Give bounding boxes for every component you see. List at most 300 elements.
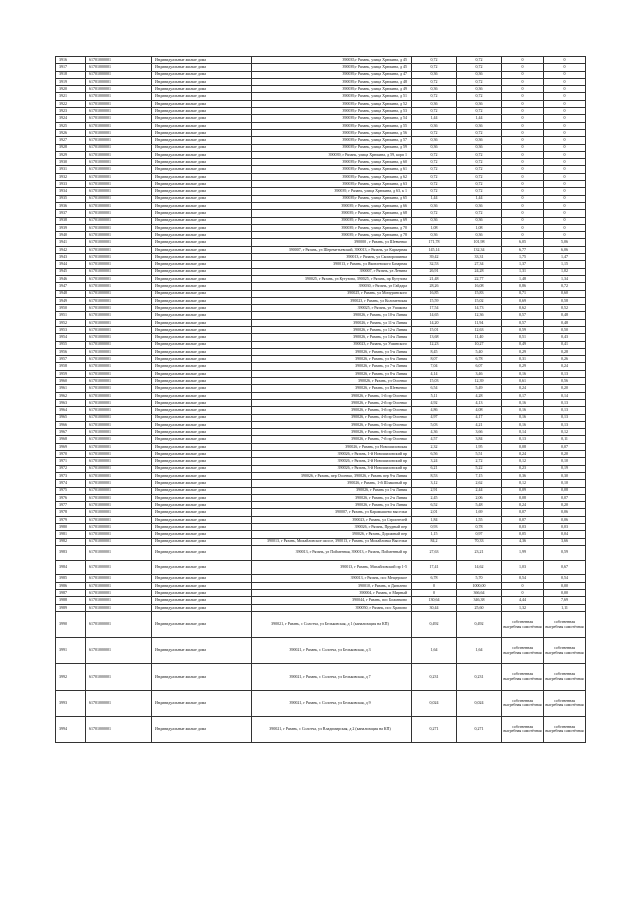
value-a-cell: 15,01 [412,326,457,333]
value-d-cell: 1,47 [544,254,586,261]
value-b-cell: 10,27 [457,341,502,348]
address-cell: 390021, г Рязань, с Солотча, ул Бельковская, д 7 [252,664,412,690]
object-type-cell: Индивидуальные жилые дома [152,597,252,604]
row-number-cell: 3976 [56,494,86,501]
value-b-cell: 1000,00 [457,582,502,589]
oktmo-cell: 61701000001 [86,716,152,742]
value-c-cell: 0 [502,202,544,209]
value-b-cell: 14,62 [457,560,502,575]
value-a-cell: 6,21 [412,465,457,472]
address-cell: 390021, г Рязань, с Солотча, ул Бельковская, д 9 [252,690,412,716]
value-c-cell: 0 [502,181,544,188]
oktmo-cell: 61701000001 [86,545,152,560]
value-a-cell: 3,24 [412,458,457,465]
oktmo-cell: 61701000001 [86,590,152,597]
value-c-cell: 0,29 [502,348,544,355]
value-b-cell: 0,36 [457,122,502,129]
value-a-cell: 6,56 [412,451,457,458]
table-row [56,370,586,377]
value-c-cell: 0 [502,108,544,115]
row-number-cell: 3947 [56,283,86,290]
oktmo-cell: 61701000001 [86,480,152,487]
value-a-cell: 1,64 [412,638,457,664]
oktmo-cell: 61701000001 [86,283,152,290]
value-b-cell: 2,62 [457,480,502,487]
address-cell: 390026, г Рязань, 1-й пр Осоенко [252,392,412,399]
value-a-cell: 2,32 [412,443,457,450]
value-d-cell: 0 [544,151,586,158]
oktmo-cell: 61701000001 [86,86,152,93]
value-c-cell: 0,62 [502,305,544,312]
table-row [56,195,586,202]
object-type-cell: Индивидуальные жилые дома [152,57,252,64]
value-b-cell: 4,28 [457,392,502,399]
value-c-cell: 4,36 [502,538,544,545]
object-type-cell: Индивидуальные жилые дома [152,399,252,406]
table-row [56,71,586,78]
object-type-cell: Индивидуальные жилые дома [152,64,252,71]
value-c-cell: 0,07 [502,516,544,523]
object-type-cell: Индивидуальные жилые дома [152,502,252,509]
value-d-cell: 0,13 [544,370,586,377]
object-type-cell: Индивидуальные жилые дома [152,472,252,479]
oktmo-cell: 61701000001 [86,64,152,71]
object-type-cell: Индивидуальные жилые дома [152,326,252,333]
value-b-cell: 2,44 [457,487,502,494]
value-d-cell: 0,20 [544,385,586,392]
object-type-cell: Индивидуальные жилые дома [152,210,252,217]
value-c-cell: 0 [502,115,544,122]
row-number-cell: 3983 [56,545,86,560]
value-b-cell: 3,66 [457,429,502,436]
oktmo-cell: 61701000001 [86,560,152,575]
value-b-cell: 0,72 [457,57,502,64]
value-d-cell: 0,07 [544,443,586,450]
value-d-cell: 0,00 [544,582,586,589]
object-type-cell: Индивидуальные жилые дома [152,414,252,421]
value-c-cell: 0 [502,144,544,151]
value-b-cell: 16,08 [457,283,502,290]
address-cell: 390021, г Рязань, с Солотча, ул Владимирская, д 2 (канализация на КП) [252,716,412,742]
value-b-cell: 0,78 [457,524,502,531]
value-b-cell: 70,33 [457,538,502,545]
value-c-cell: 0,86 [502,283,544,290]
oktmo-cell: 61701000001 [86,246,152,253]
object-type-cell: Индивидуальные жилые дома [152,319,252,326]
value-c-cell: 0,49 [502,341,544,348]
object-type-cell: Индивидуальные жилые дома [152,334,252,341]
value-b-cell: 0,36 [457,232,502,239]
object-type-cell: Индивидуальные жилые дома [152,129,252,136]
table-row [56,414,586,421]
oktmo-cell: 61701000001 [86,356,152,363]
oktmo-cell: 61701000001 [86,524,152,531]
row-number-cell: 3946 [56,275,86,282]
table-row [56,443,586,450]
address-cell: 390039, г Рязань, улица Хрюкина, д 63, к 1 [252,188,412,195]
oktmo-cell: 61701000001 [86,421,152,428]
address-cell: 390026, г Рязань, ул 7-я Линия [252,363,412,370]
oktmo-cell: 61701000001 [86,604,152,611]
row-number-cell: 3949 [56,297,86,304]
value-c-cell: 0,69 [502,297,544,304]
value-a-cell: 0,271 [412,716,457,742]
table-row [56,305,586,312]
value-d-cell: 0,13 [544,399,586,406]
oktmo-cell: 61701000001 [86,312,152,319]
oktmo-cell: 61701000001 [86,122,152,129]
value-b-cell: 0,36 [457,217,502,224]
value-d-cell: 0,24 [544,363,586,370]
address-cell: 390039, г Рязань, улица Хрюкина, д 59, корп 1 [252,151,412,158]
row-number-cell: 3941 [56,239,86,246]
row-number-cell: 3952 [56,319,86,326]
value-d-cell: 0,03 [544,524,586,531]
table-row [56,239,586,246]
value-a-cell: 4,14 [412,370,457,377]
value-b-cell: 15,83 [457,290,502,297]
oktmo-cell: 61701000001 [86,326,152,333]
object-type-cell: Индивидуальные жилые дома [152,560,252,575]
value-d-cell: 0,13 [544,414,586,421]
value-d-cell: 0,60 [544,290,586,297]
row-number-cell: 3994 [56,716,86,742]
object-type-cell: Индивидуальные жилые дома [152,254,252,261]
value-c-cell: 1,31 [502,268,544,275]
value-b-cell: 0,72 [457,188,502,195]
table-row [56,202,586,209]
value-d-cell: 0,06 [544,509,586,516]
row-number-cell: 3931 [56,166,86,173]
value-b-cell: 23,21 [457,545,502,560]
value-d-cell: 0 [544,64,586,71]
value-a-cell: 84,2 [412,538,457,545]
row-number-cell: 3987 [56,590,86,597]
value-a-cell: 12,23 [412,341,457,348]
value-c-cell: 0 [502,173,544,180]
row-number-cell: 3970 [56,451,86,458]
table-row [56,429,586,436]
value-d-cell: 0,50 [544,326,586,333]
value-a-cell: 0,72 [412,57,457,64]
value-a-cell: 0,36 [412,144,457,151]
oktmo-cell: 61701000001 [86,210,152,217]
value-b-cell: 0,72 [457,166,502,173]
row-number-cell: 3962 [56,392,86,399]
address-cell: 390039,г Рязань, улица Хрюкина, д 49 [252,86,412,93]
value-b-cell: 366,64 [457,590,502,597]
document-page [55,56,585,743]
object-type-cell: Индивидуальные жилые дома [152,509,252,516]
value-c-cell: 0,16 [502,399,544,406]
address-cell: 390039, г Рязань, улица Хрюкина, д 66 [252,202,412,209]
value-c-cell: 0,23 [502,465,544,472]
value-d-cell: 0,10 [544,480,586,487]
object-type-cell: Индивидуальные жилые дома [152,378,252,385]
value-b-cell: 132,34 [457,246,502,253]
value-d-cell: 0 [544,115,586,122]
value-a-cell: 130,64 [412,597,457,604]
value-d-cell: собственная выгребная самотёчная [544,638,586,664]
value-d-cell: 0 [544,217,586,224]
row-number-cell: 3988 [56,597,86,604]
value-a-cell: 8,53 [412,472,457,479]
value-d-cell: 0,43 [544,334,586,341]
address-cell: 390039, г Рязань, улица Хрюкина, д 78 [252,232,412,239]
table-row [56,275,586,282]
value-d-cell: 0 [544,232,586,239]
value-d-cell: 0,12 [544,429,586,436]
value-b-cell: 0,97 [457,531,502,538]
value-a-cell: 39,42 [412,254,457,261]
table-row [56,268,586,275]
value-b-cell: 3,46 [457,370,502,377]
value-d-cell: 0,00 [544,590,586,597]
object-type-cell: Индивидуальные жилые дома [152,690,252,716]
table-row [56,575,586,582]
value-d-cell: 1,34 [544,275,586,282]
row-number-cell: 3945 [56,268,86,275]
object-type-cell: Индивидуальные жилые дома [152,429,252,436]
value-a-cell: 145,14 [412,246,457,253]
row-number-cell: 3993 [56,690,86,716]
table-row [56,392,586,399]
value-d-cell: 0,14 [544,392,586,399]
value-d-cell: 0 [544,210,586,217]
value-d-cell: 0,08 [544,487,586,494]
row-number-cell: 3948 [56,290,86,297]
row-number-cell: 3979 [56,516,86,523]
value-d-cell: 7,69 [544,597,586,604]
value-d-cell: 0,41 [544,341,586,348]
row-number-cell: 3927 [56,137,86,144]
value-c-cell: 0,24 [502,451,544,458]
oktmo-cell: 61701000001 [86,531,152,538]
table-row [56,582,586,589]
address-cell: 390004, г Рязань, п Мирный [252,590,412,597]
object-type-cell: Индивидуальные жилые дома [152,100,252,107]
table-row [56,254,586,261]
value-d-cell: 0 [544,188,586,195]
oktmo-cell: 61701000001 [86,690,152,716]
value-a-cell: 0,72 [412,64,457,71]
address-cell: 390007, г Рязань, ул Ленина [252,268,412,275]
oktmo-cell: 61701000001 [86,385,152,392]
address-cell: 390013, г Рязань, ул Пойменная, 390013, г Рязань, Пойменный пр [252,545,412,560]
table-row [56,356,586,363]
address-cell: 390039,г Рязань, улица Хрюкина, д 65 [252,195,412,202]
value-d-cell: 0,48 [544,319,586,326]
address-cell: 390026, г Рязань, ул 14-я Линия [252,334,412,341]
row-number-cell: 3954 [56,334,86,341]
value-c-cell: 0,03 [502,524,544,531]
value-a-cell: 0,93 [412,524,457,531]
address-cell: 390013, г Рязань, Михайловский пр 1-5 [252,560,412,575]
object-type-cell: Индивидуальные жилые дома [152,590,252,597]
table-row [56,86,586,93]
value-c-cell: 0 [502,137,544,144]
value-b-cell: 0,36 [457,100,502,107]
oktmo-cell: 61701000001 [86,516,152,523]
value-a-cell: 4,97 [412,414,457,421]
address-cell: 390050, г Рязань, пос Храпово [252,604,412,611]
value-a-cell: 0,72 [412,159,457,166]
value-b-cell: 0,72 [457,151,502,158]
value-c-cell: 0 [502,57,544,64]
address-cell: 390039,г Рязань, улица Хрюкина, д 56 [252,129,412,136]
value-a-cell: 0,72 [412,173,457,180]
value-c-cell: собственная выгребная самотёчная [502,611,544,637]
value-a-cell: 4,36 [412,429,457,436]
value-a-cell: 0,72 [412,108,457,115]
value-a-cell: 6,54 [412,385,457,392]
object-type-cell: Индивидуальные жилые дома [152,159,252,166]
table-row [56,348,586,355]
object-type-cell: Индивидуальные жилые дома [152,305,252,312]
value-a-cell: 0,36 [412,71,457,78]
row-number-cell: 3965 [56,414,86,421]
value-b-cell: 1,95 [457,443,502,450]
value-d-cell: 0 [544,202,586,209]
row-number-cell: 3984 [56,560,86,575]
value-a-cell: 7,04 [412,363,457,370]
row-number-cell: 3920 [56,86,86,93]
value-d-cell: 0,48 [544,312,586,319]
row-number-cell: 3990 [56,611,86,637]
table-row [56,560,586,575]
object-type-cell: Индивидуальные жилые дома [152,275,252,282]
value-a-cell: 0,72 [412,210,457,217]
value-a-cell: 0,36 [412,100,457,107]
address-cell: 390026, г Рязань, 2-й пр Осоенко [252,399,412,406]
address-cell: 390039, г Рязань, улица Хрюкина, д 70 [252,224,412,231]
value-c-cell: 1,99 [502,545,544,560]
row-number-cell: 3960 [56,378,86,385]
table-row [56,297,586,304]
value-b-cell: 0,72 [457,108,502,115]
table-row [56,78,586,85]
oktmo-cell: 61701000001 [86,378,152,385]
row-number-cell: 3991 [56,638,86,664]
object-type-cell: Индивидуальные жилые дома [152,239,252,246]
value-a-cell: 0,36 [412,217,457,224]
value-b-cell: 4,13 [457,399,502,406]
address-cell: 390039,г Рязань, улица Хрюкина, д 52 [252,100,412,107]
object-type-cell: Индивидуальные жилые дома [152,268,252,275]
row-number-cell: 3968 [56,436,86,443]
value-c-cell: 0,36 [502,472,544,479]
row-number-cell: 3916 [56,57,86,64]
row-number-cell: 3930 [56,159,86,166]
value-c-cell: 1,32 [502,604,544,611]
value-c-cell: собственная выгребная самотёчная [502,638,544,664]
value-b-cell: 15,02 [457,297,502,304]
value-c-cell: 0,31 [502,356,544,363]
address-cell: 390039,г Рязань, улица Хрюкина, д 57 [252,137,412,144]
value-c-cell: 0 [502,151,544,158]
value-b-cell: 0,72 [457,129,502,136]
oktmo-cell: 61701000001 [86,108,152,115]
value-c-cell: 0,17 [502,392,544,399]
table-row [56,57,586,64]
value-b-cell: 0,72 [457,181,502,188]
oktmo-cell: 61701000001 [86,582,152,589]
object-type-cell: Индивидуальные жилые дома [152,261,252,268]
address-cell: 390023, г Рязань, ул Ушинского [252,341,412,348]
object-type-cell: Индивидуальные жилые дома [152,356,252,363]
value-b-cell: 0,36 [457,137,502,144]
value-c-cell: 0,61 [502,378,544,385]
address-cell: 390026, г Рязань, пер Осоенко, 390026, г Рязань пер 9-я Линия [252,472,412,479]
object-type-cell: Индивидуальные жилые дома [152,290,252,297]
value-a-cell: 15,03 [412,378,457,385]
value-d-cell: 0,28 [544,348,586,355]
value-d-cell: 0,19 [544,465,586,472]
value-b-cell: 1,44 [457,115,502,122]
row-number-cell: 3961 [56,385,86,392]
value-c-cell: 0,13 [502,436,544,443]
value-c-cell: 0,57 [502,319,544,326]
address-cell: 390026, г Рязань, ул 2-я Линия [252,494,412,501]
row-number-cell: 3936 [56,202,86,209]
address-cell: 390026, г Рязань, ул 8-я Линия [252,370,412,377]
table-row [56,108,586,115]
value-c-cell: 0 [502,582,544,589]
table-row [56,217,586,224]
address-cell: 390039,г Рязань, улица Хрюкина, д 48 [252,78,412,85]
object-type-cell: Индивидуальные жилые дома [152,538,252,545]
value-c-cell: 0,24 [502,385,544,392]
value-b-cell: 0,72 [457,210,502,217]
object-type-cell: Индивидуальные жилые дома [152,188,252,195]
value-a-cell: 0,36 [412,122,457,129]
value-b-cell: 1,55 [457,516,502,523]
table-row [56,93,586,100]
row-number-cell: 3929 [56,151,86,158]
row-number-cell: 3940 [56,232,86,239]
value-c-cell: 0 [502,122,544,129]
row-number-cell: 3992 [56,664,86,690]
table-row [56,494,586,501]
value-b-cell: 12,39 [457,378,502,385]
oktmo-cell: 61701000001 [86,224,152,231]
table-row [56,465,586,472]
object-type-cell: Индивидуальные жилые дома [152,385,252,392]
table-row [56,597,586,604]
oktmo-cell: 61701000001 [86,575,152,582]
value-a-cell: 0,72 [412,78,457,85]
row-number-cell: 3980 [56,524,86,531]
object-type-cell: Индивидуальные жилые дома [152,181,252,188]
row-number-cell: 3982 [56,538,86,545]
value-d-cell: 0 [544,78,586,85]
address-cell: 390026, г Рязань, ул 5-я Линия [252,348,412,355]
address-cell: 390026, г Рязань, 3-й пр Осоенко [252,407,412,414]
row-number-cell: 3972 [56,465,86,472]
value-d-cell: 0,20 [544,451,586,458]
oktmo-cell: 61701000001 [86,93,152,100]
table-row [56,509,586,516]
value-a-cell: 6,78 [412,575,457,582]
table-row [56,690,586,716]
value-c-cell: 0 [502,100,544,107]
address-cell: 390026, г Рязань, 5-й пр Осоенко [252,421,412,428]
oktmo-cell: 61701000001 [86,78,152,85]
value-d-cell: собственная выгребная самотёчная [544,690,586,716]
row-number-cell: 3943 [56,254,86,261]
value-a-cell: 16,85 [412,290,457,297]
row-number-cell: 3956 [56,348,86,355]
